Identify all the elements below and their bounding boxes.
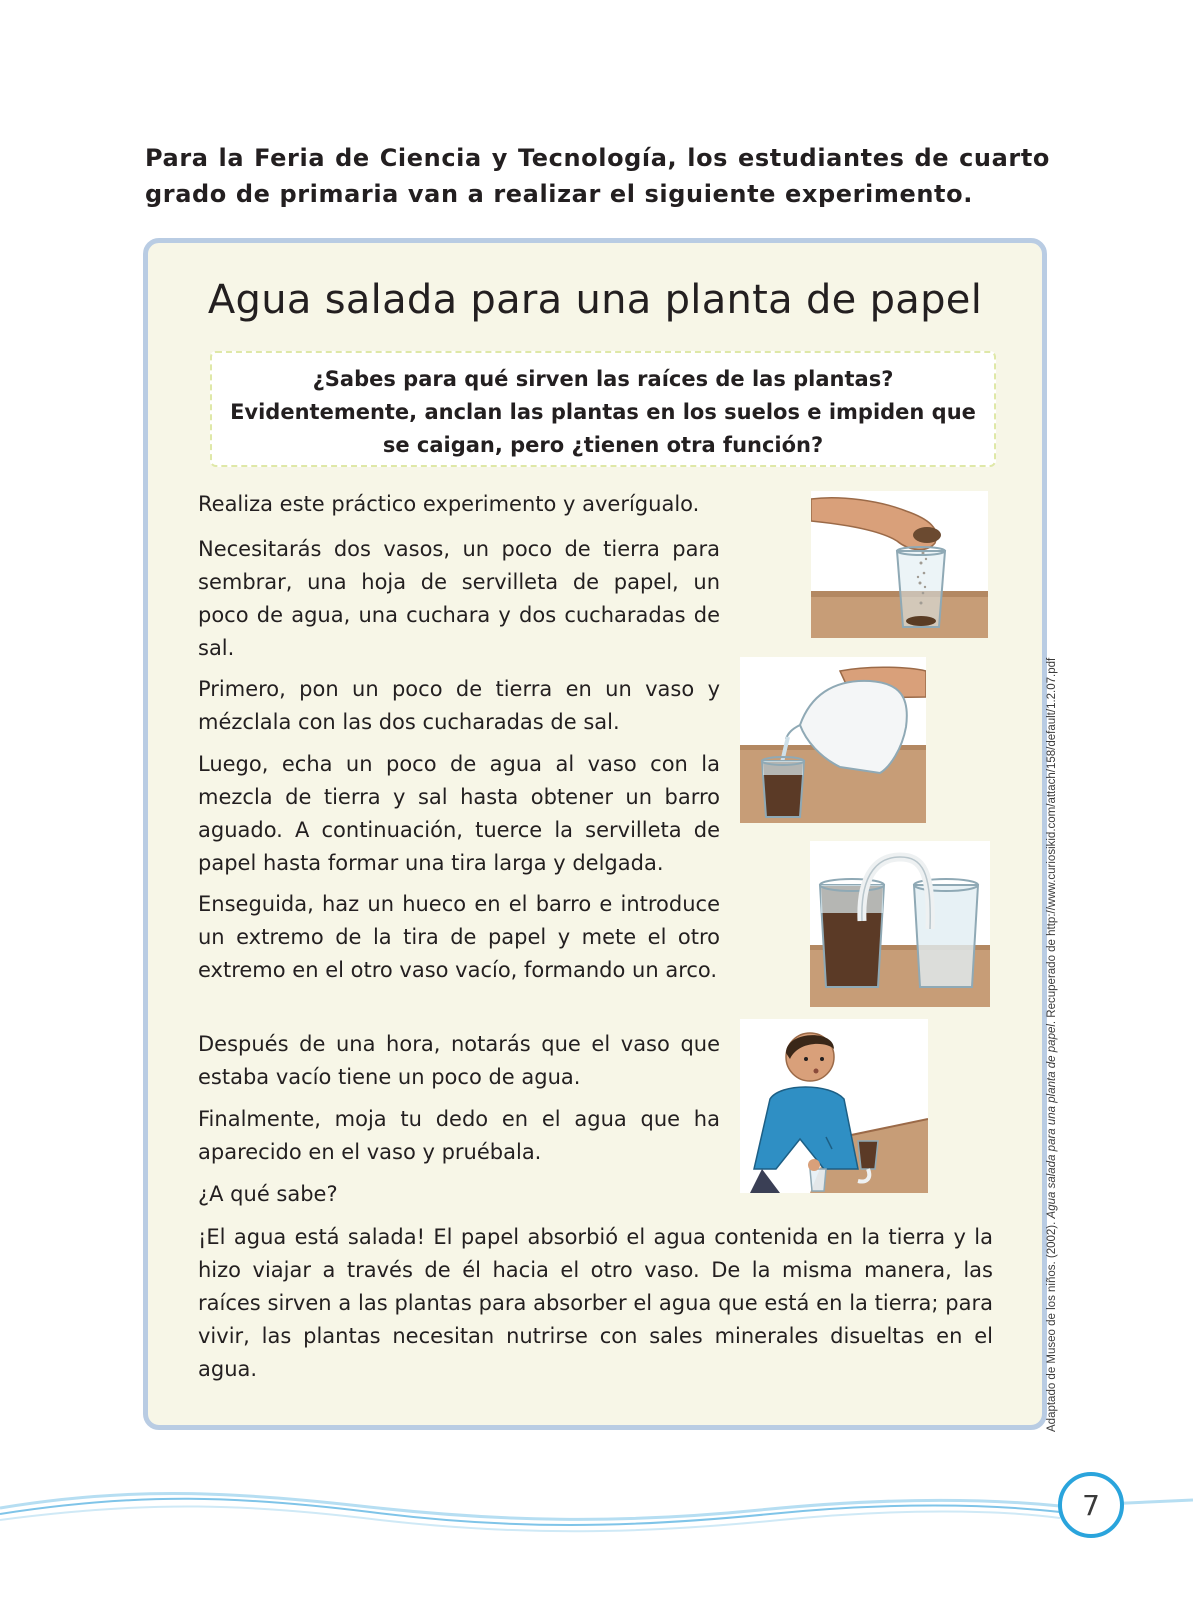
page-number: 7 — [1058, 1472, 1124, 1538]
paragraph-conclusion: ¡El agua está salada! El papel absorbió el agua contenida en la tierra y la hizo viajar a través de él hacia el otro vaso. De la misma manera, las raíces sirven a las plantas para absorber el agua que está en la tierra; para vivir, las plantas necesitan nutrirse con sales minerales disueltas en el agua. — [198, 1225, 993, 1381]
credit-prefix: Adaptado de Museo de los niños. (2002). — [1046, 1218, 1058, 1432]
paragraph-step-3: Enseguida, haz un hueco en el barro e introduce un extremo de la tira de papel y mete el otro extremo en el otro vaso vacío, formando un arco. — [198, 892, 720, 982]
paragraph-materials: Necesitarás dos vasos, un poco de tierra para sembrar, una hoja de servilleta de papel, un poco de agua, una cuchara y dos cucharadas de sal. — [198, 537, 720, 660]
paragraph-step-5: Finalmente, moja tu dedo en el agua que ha aparecido en el vaso y pruébala. — [198, 1107, 720, 1164]
paragraph-step-1: Primero, pon un poco de tierra en un vaso y mézclala con las dos cucharadas de sal. — [198, 677, 720, 734]
intro-text: Para la Feria de Ciencia y Tecnología, los estudiantes de cuarto grado de primaria van a realizar el siguiente experimento. — [145, 144, 1050, 208]
paragraph-intro: Realiza este práctico experimento y averígualo. — [198, 492, 700, 516]
illustration-water-pouring — [740, 657, 926, 823]
paragraph-step-2: Luego, echa un poco de agua al vaso con la mezcla de tierra y sal hasta obtener un barro aguado. A continuación, tuerce la servilleta de papel hasta formar una tira larga y delgada. — [198, 752, 720, 875]
decorative-wave — [0, 1480, 1193, 1550]
experiment-panel — [143, 238, 1047, 1430]
panel-title: Agua salada para una planta de papel — [207, 277, 983, 323]
credit-title: Agua salada para una planta de papel — [1046, 1024, 1058, 1219]
paragraph-question: ¿A qué sabe? — [198, 1182, 338, 1206]
source-credit — [1046, 658, 1058, 1432]
credit-suffix: . Recuperado de http://www.curiosikid.com/attach/158/default/1.2.07.pdf — [1046, 657, 1058, 1025]
question-box: ¿Sabes para qué sirven las raíces de las plantas? Evidentemente, anclan las plantas en los suelos e impiden que se caigan, pero ¿tienen otra función? — [210, 351, 996, 467]
paragraph-step-4: Después de una hora, notarás que el vaso que estaba vacío tiene un poco de agua. — [198, 1032, 720, 1089]
illustration-boy-tasting — [740, 1019, 928, 1193]
illustration-soil-pouring — [811, 491, 988, 638]
illustration-paper-arc — [810, 841, 990, 1007]
